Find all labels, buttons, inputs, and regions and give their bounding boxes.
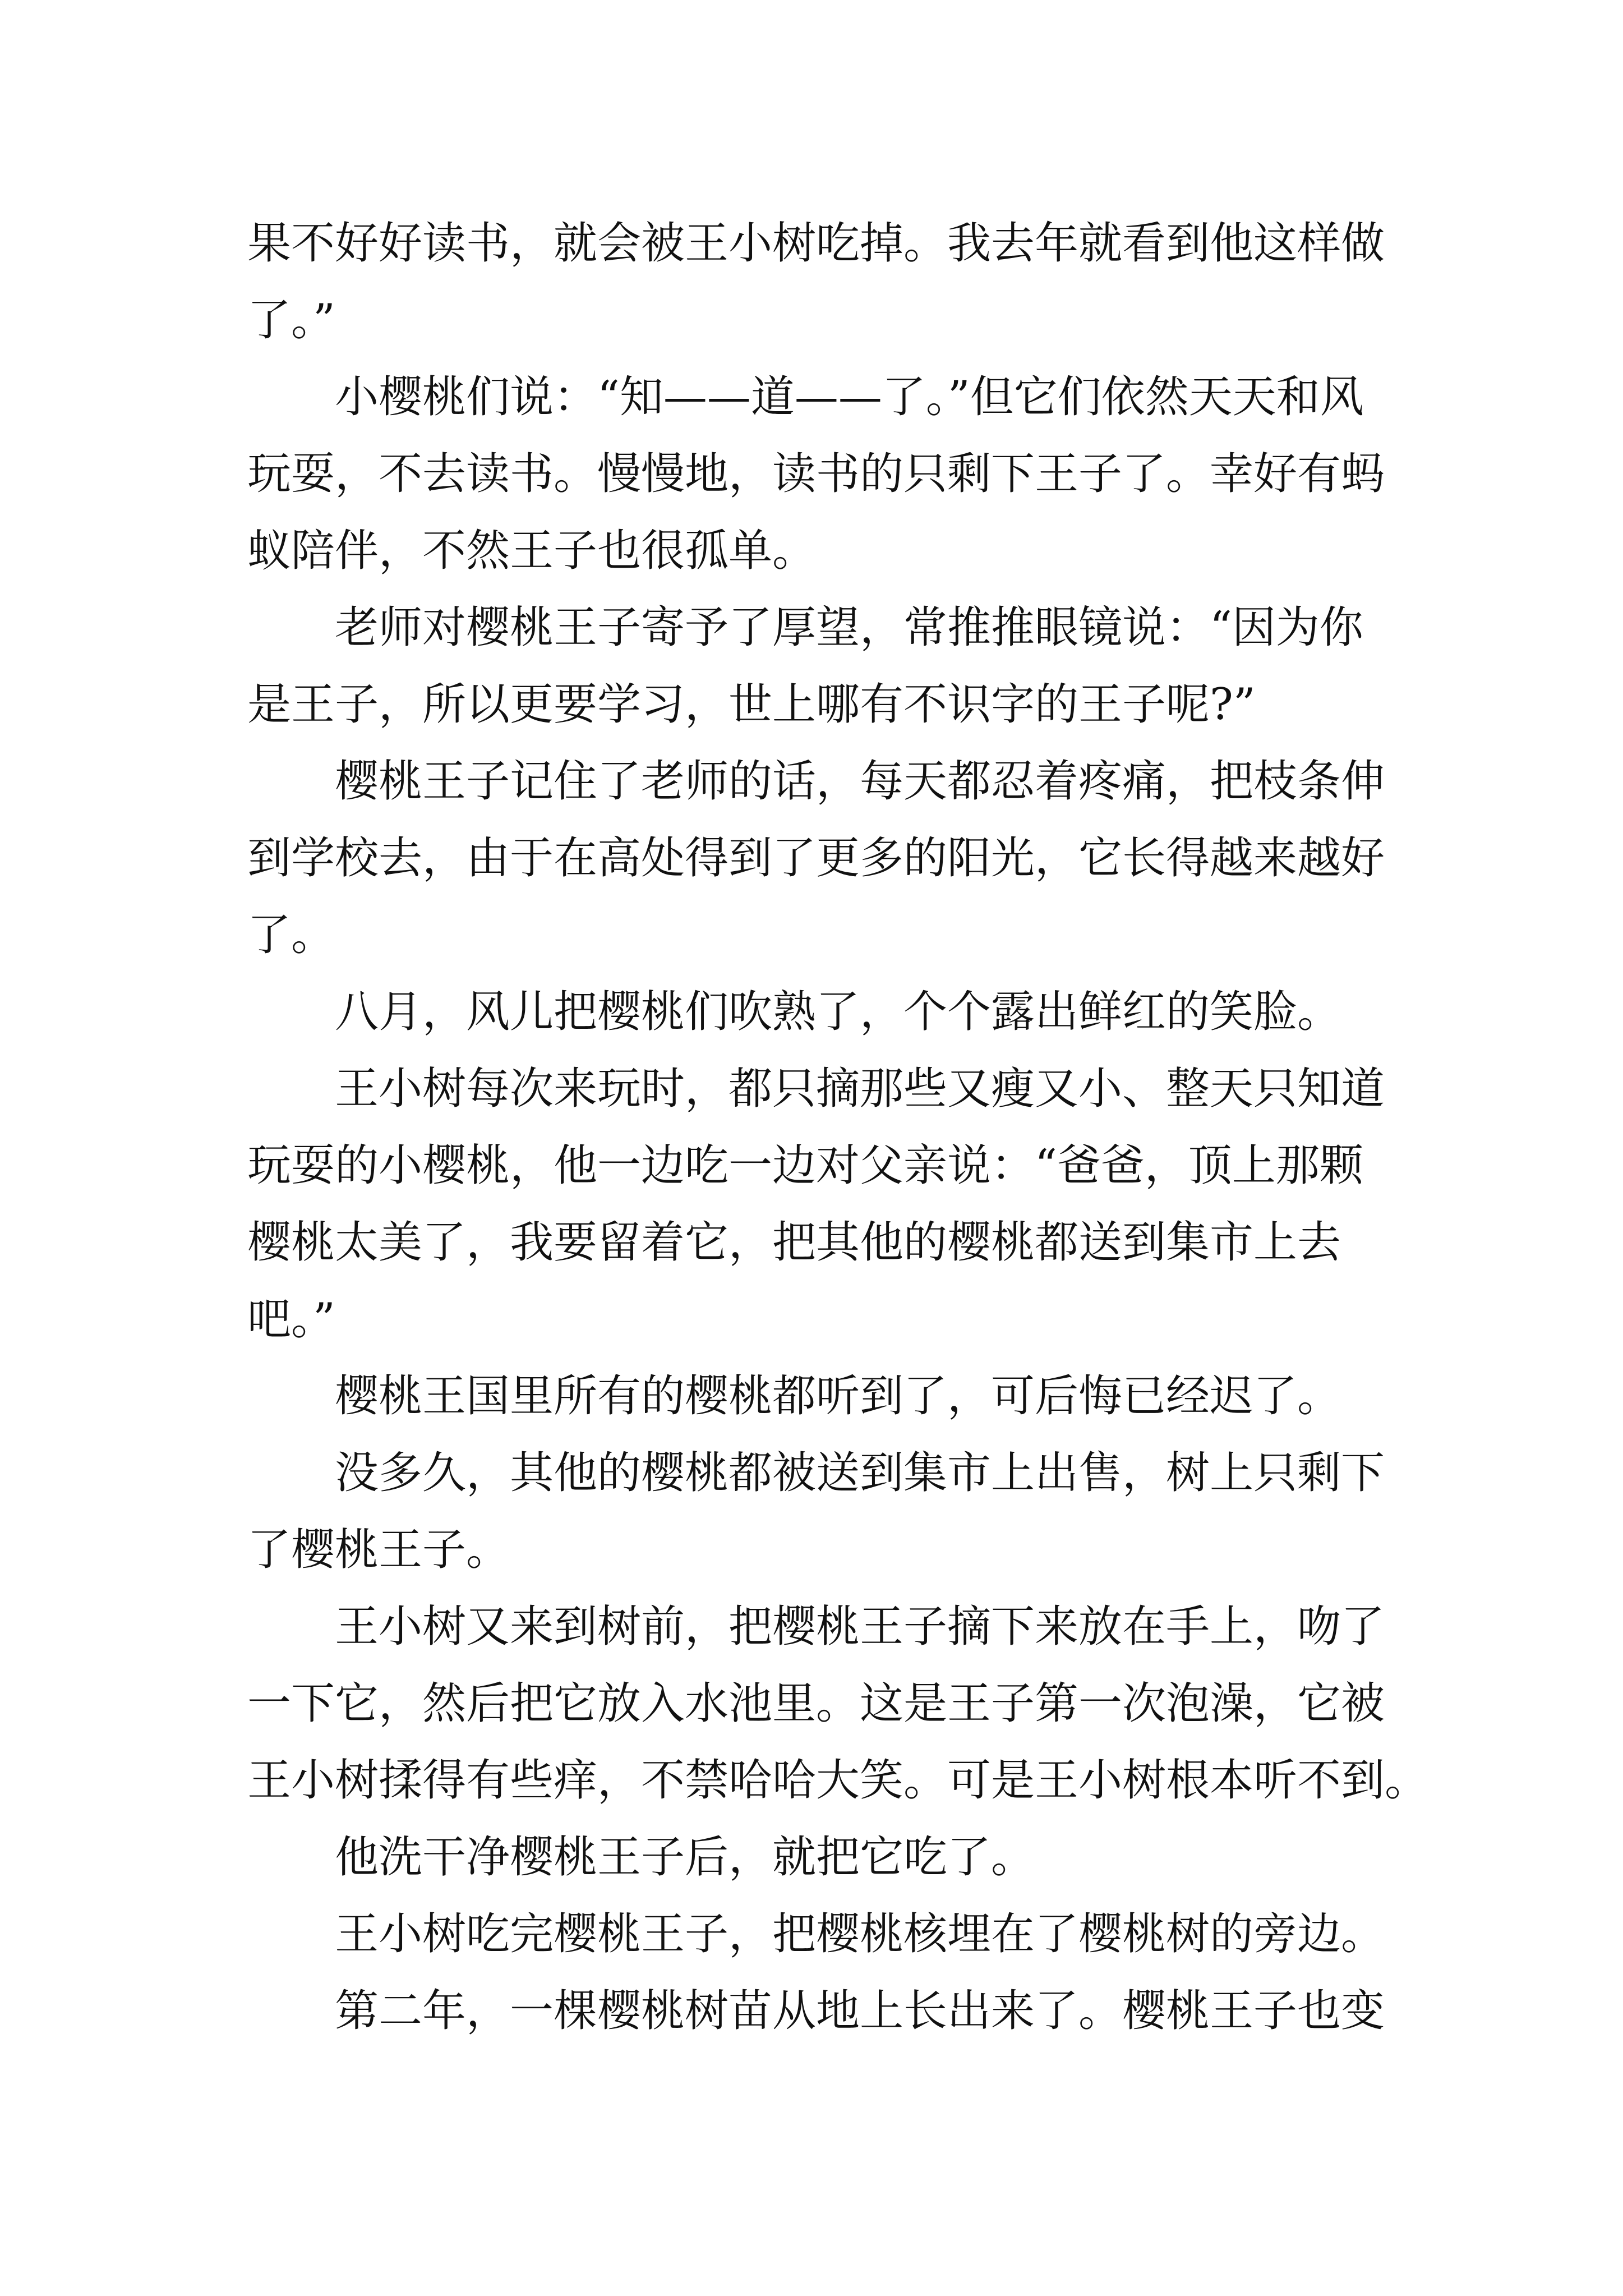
text-line: 到学校去，由于在高处得到了更多的阳光，它长得越来越好 (247, 833, 1385, 884)
text-line: 他洗干净樱桃王子后，就把它吃了。 (335, 1832, 1035, 1883)
paragraph (247, 974, 1481, 1051)
text-line: 老师对樱桃王子寄予了厚望，常推推眼镜说：“因为你 (335, 602, 1363, 653)
text-line: 樱桃太美了，我要留着它，把其他的樱桃都送到集市上去 (247, 1217, 1341, 1268)
paragraph (247, 743, 1481, 974)
paragraph (247, 1819, 1481, 1896)
paragraph (247, 359, 1481, 590)
text-line: 樱桃王国里所有的樱桃都听到了，可后悔已经迟了。 (335, 1371, 1341, 1421)
text-line: 樱桃王子记住了老师的话，每天都忍着疼痛，把枝条伸 (335, 756, 1385, 807)
text-line: 了樱桃王子。 (247, 1525, 510, 1575)
text-line: 第二年，一棵樱桃树苗从地上长出来了。樱桃王子也变 (335, 1986, 1385, 2036)
text-line: 八月，风儿把樱桃们吹熟了，个个露出鲜红的笑脸。 (335, 987, 1341, 1037)
text-line: 吧。” (247, 1294, 335, 1345)
paragraph (247, 1896, 1481, 1973)
text-line: 是王子，所以更要学习，世上哪有不识字的王子呢?” (247, 679, 1256, 730)
paragraph (247, 590, 1481, 743)
paragraph (247, 1435, 1481, 1589)
text-line: 果不好好读书，就会被王小树吃掉。我去年就看到他这样做 (247, 218, 1385, 269)
paragraph-continued (247, 205, 1481, 359)
text-line: 蚁陪伴，不然王子也很孤单。 (247, 526, 817, 576)
text-line: 一下它，然后把它放入水池里。这是王子第一次泡澡，它被 (247, 1678, 1385, 1729)
text-line: 玩耍的小樱桃，他一边吃一边对父亲说：“爸爸，顶上那颗 (247, 1140, 1363, 1191)
text-line: 了。” (247, 295, 335, 346)
paragraph (247, 1051, 1481, 1358)
body-text (247, 205, 1481, 2050)
text-line: 没多久，其他的樱桃都被送到集市上出售，树上只剩下 (335, 1448, 1385, 1498)
text-line: 了。 (247, 910, 335, 960)
paragraph (247, 1973, 1481, 2050)
text-line: 王小树吃完樱桃王子，把樱桃核埋在了樱桃树的旁边。 (335, 1909, 1385, 1959)
paragraph (247, 1589, 1481, 1819)
paragraph (247, 1358, 1481, 1435)
text-line: 王小树每次来玩时，都只摘那些又瘦又小、整天只知道 (335, 1064, 1385, 1114)
text-line: 王小树揉得有些痒，不禁哈哈大笑。可是王小树根本听不到。 (247, 1755, 1429, 1806)
text-line: 小樱桃们说：“知——道——了。”但它们依然天天和风 (335, 372, 1364, 422)
text-line: 王小树又来到树前，把樱桃王子摘下来放在手上，吻了 (335, 1602, 1385, 1652)
text-line: 玩耍，不去读书。慢慢地，读书的只剩下王子了。幸好有蚂 (247, 449, 1385, 499)
